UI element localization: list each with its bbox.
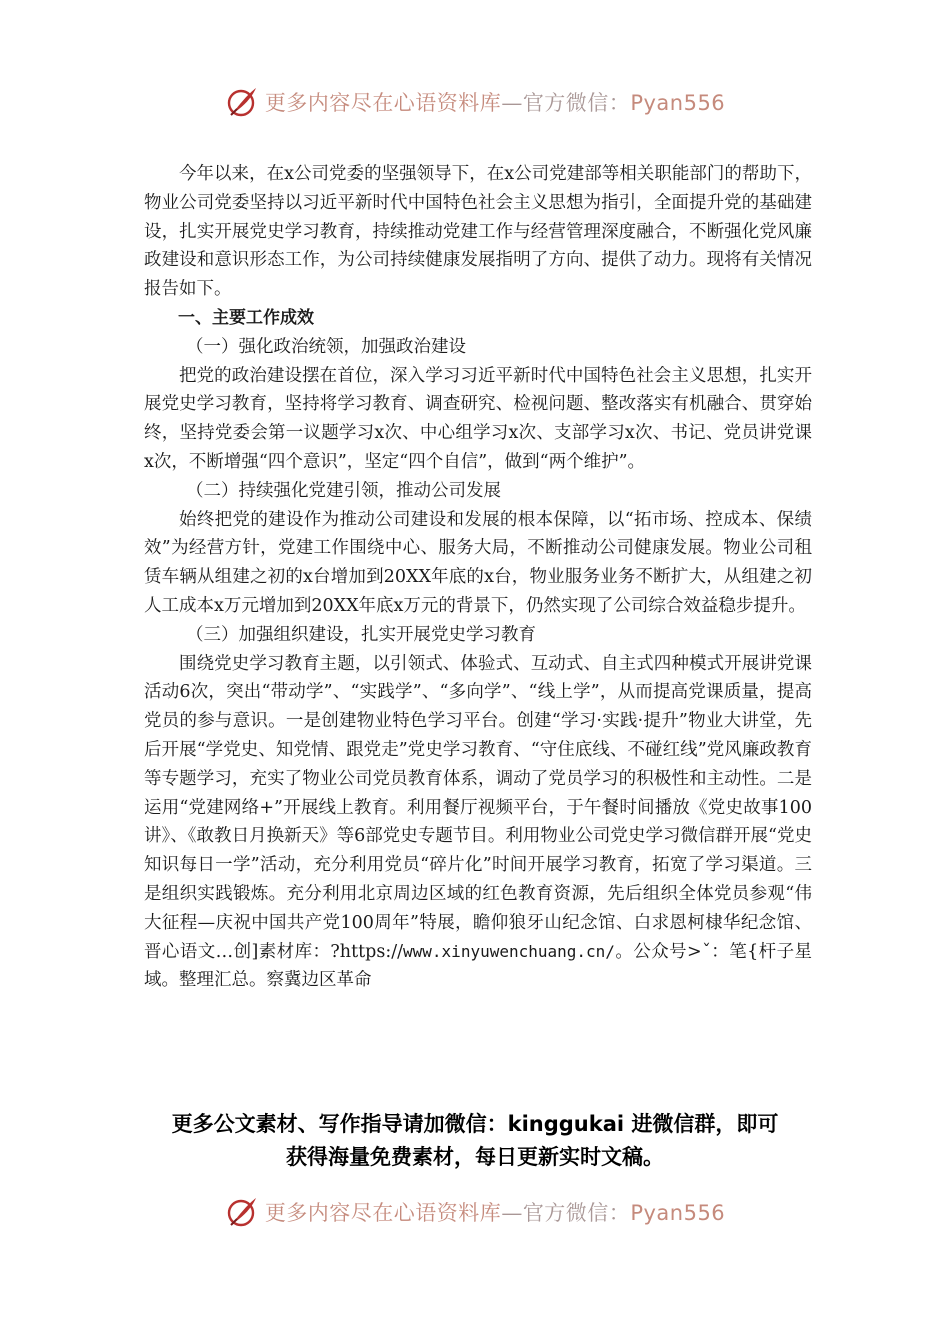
- quill-pen-logo-icon: [225, 1195, 259, 1229]
- banner-brand: 更多内容尽在心语资料库: [264, 91, 502, 115]
- subsection-heading-1: （一）强化政治统领，加强政治建设: [186, 336, 466, 357]
- subsection-body-3-text: 围绕党史学习教育主题，以引领式、体验式、互动式、自主式四种模式开展讲党课活动6次，突出“带动学”、“实践学”、“多向学”、“线上学”，从而提高党课质量，提高党员的参与意识。一是创建物业特色学习平台。创建“学习·实践·提升”物业大讲堂，先后开展“学党史、知党情、跟党走”党史学习教育、“守住底线、不碰红线”党风廉政教育等专题学习，充实了物业公司党员教育体系，调动了党员学习的积极性和主动性。二是运用“党建网络+”开展线上教育。利用餐厅视频平台，于午餐时间播放《党史故事100讲》、《敢教日月换新天》等6部党史专题节目。利用物业公司党史学习微信群开展“党史知识每日一学”活动，充分利用党员“碎片化”时间开展学习教育，拓宽了学习渠道。三是组织实践锻炼。充分利用北京周边区域的红色教育资源，先后组织全体党员参观“伟大征程—庆祝中国共产党100周年”特展，瞻仰狼牙山纪念馆、白求恩柯棣华纪念馆、晋心语文…创]素材库：?https://: [144, 653, 812, 962]
- document-body: [144, 160, 812, 995]
- subsection-body-3-tail: 。公众号>ˇ：笔{杆子星域。整理汇总。察冀边区革命: [144, 941, 812, 991]
- banner-wechat-id: Pyan556: [630, 91, 726, 115]
- footer-banner: [0, 1192, 950, 1232]
- banner-contact-prefix: —官方微信：: [501, 1201, 631, 1225]
- promo-line-2: 获得海量免费素材，每日更新实时文稿。: [286, 1145, 664, 1169]
- section-heading: 一、主要工作成效: [178, 307, 314, 328]
- banner-text: [265, 87, 725, 117]
- banner-wechat-id: Pyan556: [630, 1201, 726, 1225]
- banner-contact-prefix: —官方微信：: [501, 91, 631, 115]
- header-banner: [0, 82, 950, 122]
- promo-line-1: 更多公文素材、写作指导请加微信：kinggukai 进微信群，即可: [171, 1112, 779, 1136]
- subsection-heading-2: （二）持续强化党建引领，推动公司发展: [186, 480, 501, 501]
- subsection-body-1: 把党的政治建设摆在首位，深入学习习近平新时代中国特色社会主义思想，扎实开展党史学习教育，坚持将学习教育、调查研究、检视问题、整改落实有机融合、贯穿始终，坚持党委会第一议题学习x次、中心组学习x次、支部学习x次、书记、党员讲党课x次，不断增强“四个意识”，坚定“四个自信”，做到“两个维护”。: [144, 365, 812, 472]
- subsection-body-2: 始终把党的建设作为推动公司建设和发展的根本保障，以“拓市场、控成本、保绩效”为经营方针，党建工作围绕中心、服务大局，不断推动公司健康发展。物业公司租赁车辆从组建之初的x台增加到20XX年底的x台，物业服务业务不断扩大，从组建之初人工成本x万元增加到20XX年底x万元的背景下，仍然实现了公司综合效益稳步提升。: [144, 509, 812, 616]
- banner-text: [265, 1197, 725, 1227]
- website-link[interactable]: www.xinyuwenchuang.cn/: [403, 941, 615, 961]
- quill-pen-logo-icon: [225, 85, 259, 119]
- subsection-heading-3: （三）加强组织建设，扎实开展党史学习教育: [186, 624, 536, 645]
- promo-notice: [0, 1108, 950, 1174]
- intro-paragraph: 今年以来，在x公司党委的坚强领导下，在x公司党建部等相关职能部门的帮助下，物业公司党委坚持以习近平新时代中国特色社会主义思想为指引，全面提升党的基础建设，扎实开展党史学习教育，持续推动党建工作与经营管理深度融合，不断强化党风廉政建设和意识形态工作，为公司持续健康发展指明了方向、提供了动力。现将有关情况报告如下。: [144, 164, 812, 300]
- subsection-body-3: [144, 650, 812, 996]
- banner-brand: 更多内容尽在心语资料库: [264, 1201, 502, 1225]
